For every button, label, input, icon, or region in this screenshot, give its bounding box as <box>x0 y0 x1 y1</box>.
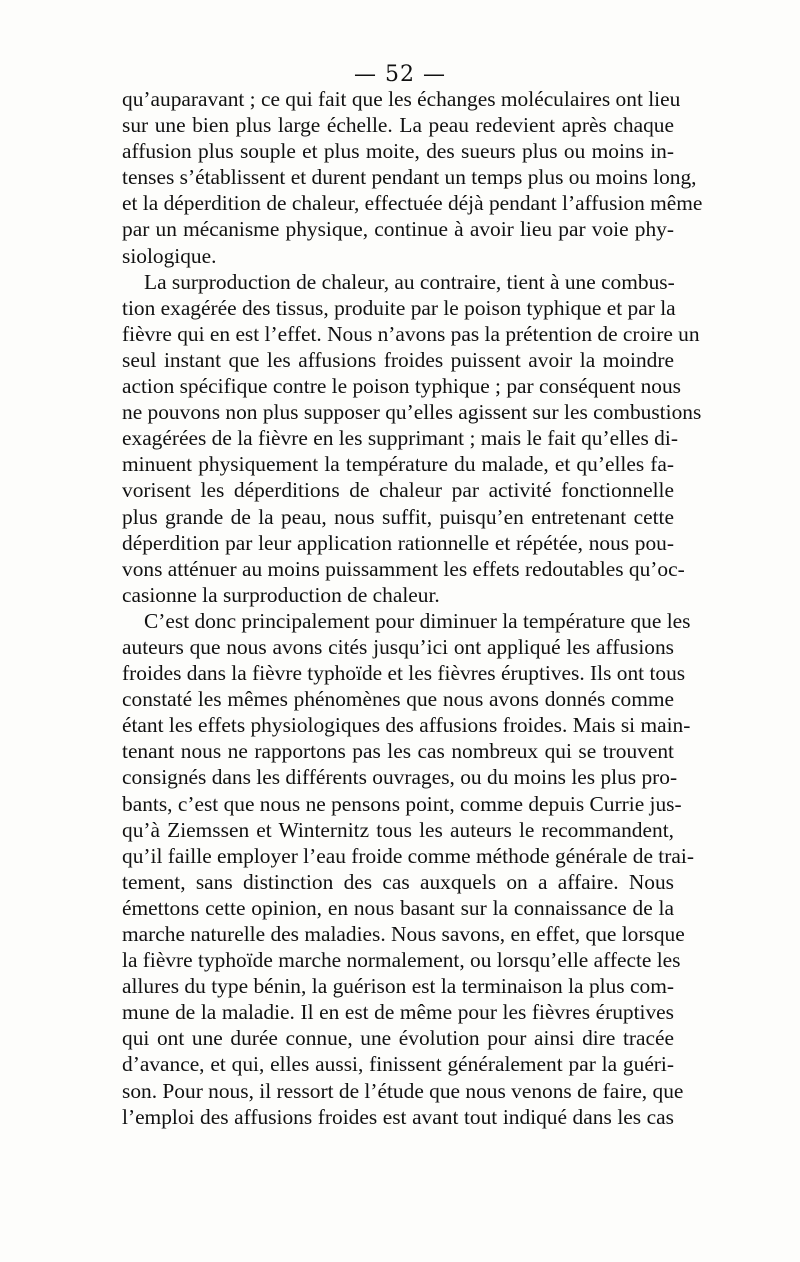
text-line: étant les effets physiologiques des affusions froides. Mais si main- <box>122 713 691 738</box>
text-line: tenses s’établissent et durent pendant un temps plus ou moins long, <box>122 165 697 190</box>
text-line: bants, c’est que nous ne pensons point, comme depuis Currie jus- <box>122 791 682 816</box>
text-line: casionne la surproduction de chaleur. <box>122 582 440 607</box>
text-line: La surproduction de chaleur, au contraire, tient à une combus- <box>144 269 675 294</box>
text-line: et la déperdition de chaleur, effectuée déjà pendant l’affusion même <box>122 191 703 216</box>
text-line: la fièvre typhoïde marche normalement, ou lorsqu’elle affecte les <box>122 948 681 973</box>
text-line: marche naturelle des maladies. Nous savons, en effet, que lorsque <box>122 922 685 946</box>
text-line: exagérées de la fièvre en les supprimant ; mais le fait qu’elles di- <box>122 426 678 451</box>
paragraph-1 <box>122 86 703 269</box>
text-line: ne pouvons non plus supposer qu’elles agissent sur les combustions <box>122 400 702 425</box>
text-line: vorisent les déperditions de chaleur par activité fonctionnelle <box>122 478 674 503</box>
text-line: émettons cette opinion, en nous basant sur la connaissance de la <box>122 895 674 920</box>
text-line: seul instant que les affusions froides puissent avoir la moindre <box>122 347 674 372</box>
text-line: tenant nous ne rapportons pas les cas nombreux qui se trouvent <box>122 739 674 764</box>
text-line: qu’il faille employer l’eau froide comme méthode générale de trai- <box>122 843 694 868</box>
text-line: sur une bien plus large échelle. La peau redevient après chaque <box>122 113 674 138</box>
text-line: auteurs que nous avons cités jusqu’ici ont appliqué les affusions <box>122 634 674 659</box>
text-line: tion exagérée des tissus, produite par le poison typhique et par la <box>122 295 676 320</box>
text-line: tement, sans distinction des cas auxquels on a affaire. Nous <box>122 869 674 894</box>
page-number: — 52 — <box>354 62 446 87</box>
text-line: vons atténuer au moins puissamment les effets redoutables qu’oc- <box>122 556 685 581</box>
paragraph-2 <box>122 269 702 608</box>
body-text <box>122 86 703 1130</box>
text-line: déperdition par leur application rationnelle et répétée, nous pou- <box>122 530 674 555</box>
text-line: affusion plus souple et plus moite, des sueurs plus ou moins in- <box>122 139 674 164</box>
text-line: consignés dans les différents ouvrages, ou du moins les plus pro- <box>122 765 678 790</box>
text-line: d’avance, et qui, elles aussi, finissent généralement par la guéri- <box>122 1052 674 1077</box>
text-line: plus grande de la peau, nous suffit, puisqu’en entretenant cette <box>122 504 674 529</box>
text-line: C’est donc principalement pour diminuer la température que les <box>144 608 691 633</box>
text-line: qu’auparavant ; ce qui fait que les échanges moléculaires ont lieu <box>122 87 681 111</box>
text-line: par un mécanisme physique, continue à avoir lieu par voie phy- <box>122 217 674 242</box>
text-line: qui ont une durée connue, une évolution pour ainsi dire tracée <box>122 1026 674 1051</box>
text-line: l’emploi des affusions froides est avant tout indiqué dans les cas <box>122 1104 674 1129</box>
text-line: allures du type bénin, la guérison est la terminaison la plus com- <box>122 974 674 999</box>
text-line: fièvre qui en est l’effet. Nous n’avons pas la prétention de croire un <box>122 321 700 346</box>
text-line: minuent physiquement la température du malade, et qu’elles fa- <box>122 452 674 477</box>
text-line: action spécifique contre le poison typhique ; par conséquent nous <box>122 374 681 399</box>
paragraph-3 <box>122 608 694 1130</box>
text-line: siologique. <box>122 243 217 268</box>
text-line: constaté les mêmes phénomènes que nous avons donnés comme <box>122 687 674 712</box>
text-line: froides dans la fièvre typhoïde et les fièvres éruptives. Ils ont tous <box>122 661 686 686</box>
text-line: mune de la maladie. Il en est de même pour les fièvres éruptives <box>122 1000 674 1025</box>
text-line: son. Pour nous, il ressort de l’étude que nous venons de faire, que <box>122 1078 684 1103</box>
text-line: qu’à Ziemssen et Winternitz tous les auteurs le recommandent, <box>122 817 674 842</box>
